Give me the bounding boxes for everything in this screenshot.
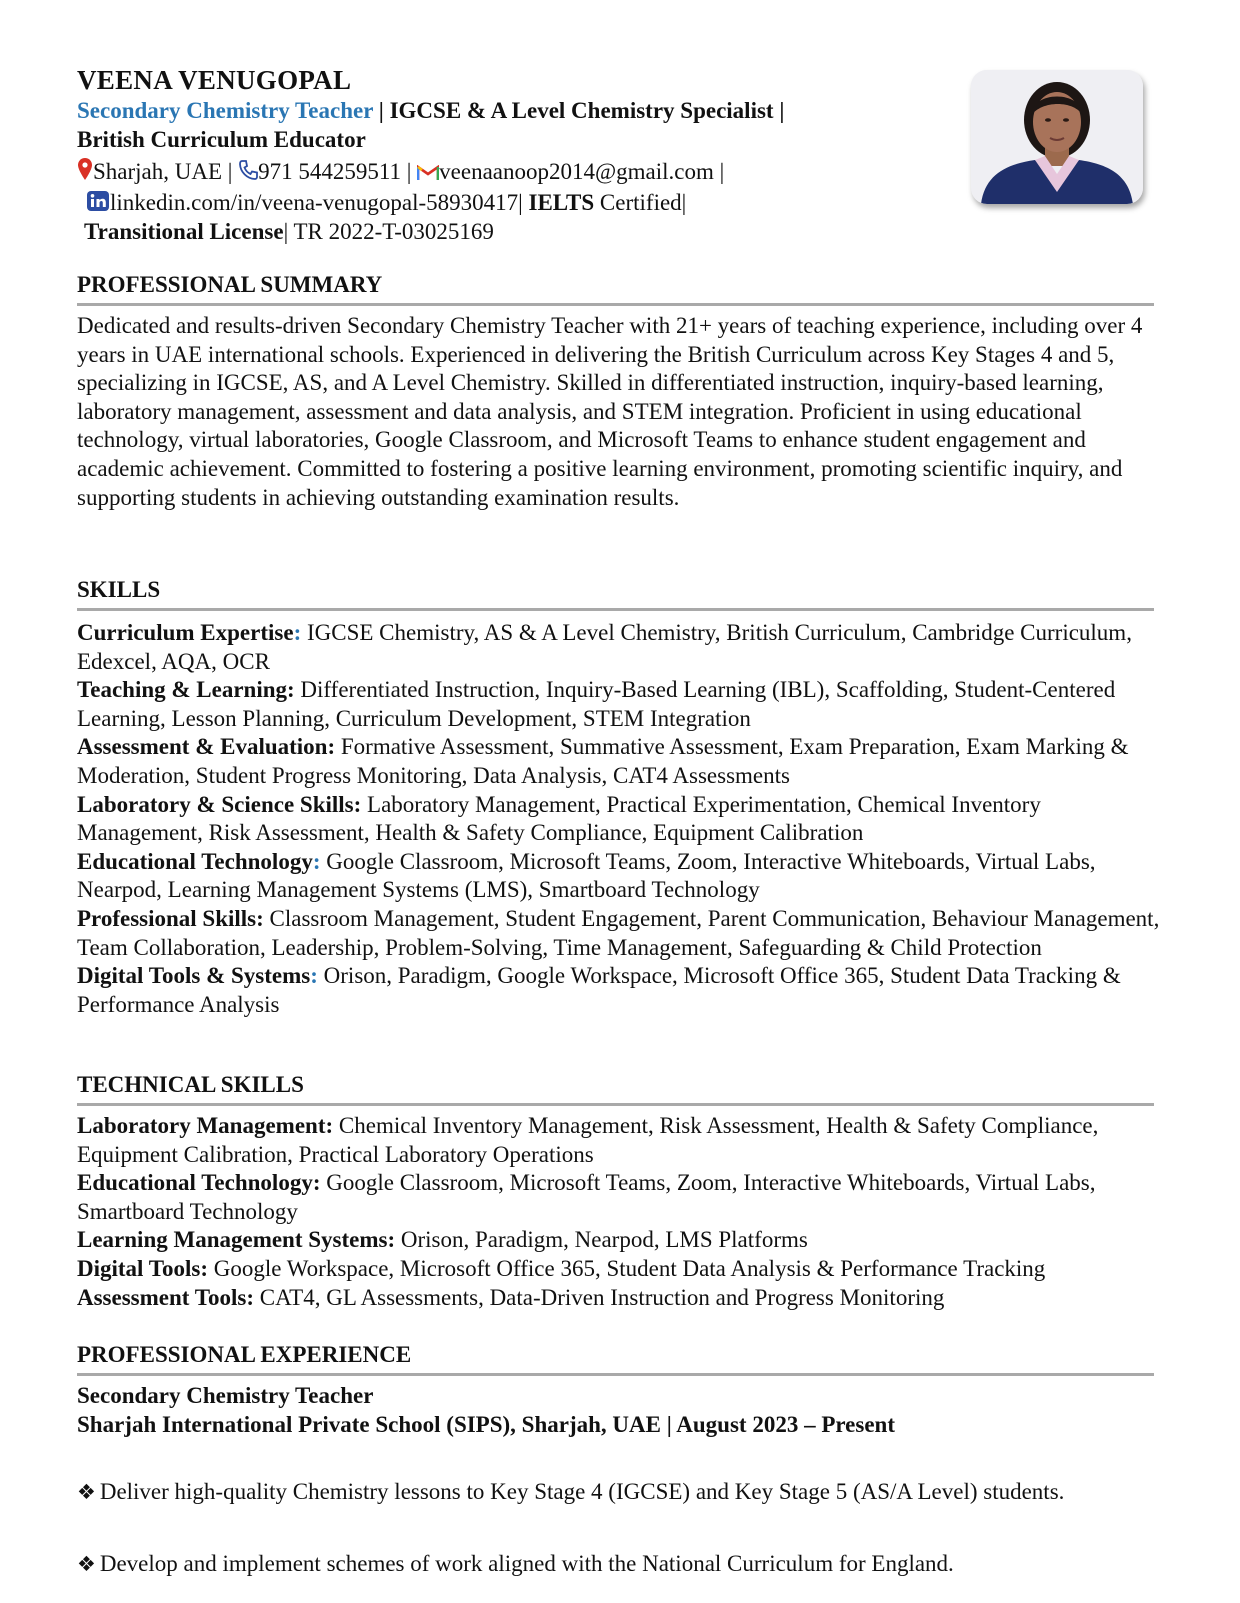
technical-heading: TECHNICAL SKILLS xyxy=(77,1072,304,1097)
linkedin-link[interactable]: linkedin.com/in/veena-venugopal-58930417 xyxy=(110,190,519,215)
technical-list xyxy=(77,1112,1167,1312)
location-pin-icon xyxy=(77,157,93,188)
phone-icon xyxy=(238,159,258,188)
job-organization: Sharjah International Private School (SIPS), Sharjah, UAE | August 2023 – Present xyxy=(77,1412,895,1437)
linkedin-icon xyxy=(86,190,110,219)
gmail-icon xyxy=(417,160,439,188)
profile-photo xyxy=(971,70,1143,204)
experience-bullet: ❖ Develop and implement schemes of work aligned with the National Curriculum for England. xyxy=(77,1551,954,1576)
phone-text: 971 544259511 xyxy=(258,159,402,184)
credentials-line: linkedin.com/in/veena-venugopal-58930417| IELTS Certified| xyxy=(86,189,686,219)
candidate-name: VEENA VENUGOPAL xyxy=(77,65,352,95)
tech-row-lms: Learning Management Systems: Orison, Paradigm, Nearpod, LMS Platforms xyxy=(77,1227,808,1253)
diamond-bullet-icon: ❖ xyxy=(77,1480,96,1504)
skill-row-digital: Digital Tools & Systems: Orison, Paradigm, Google Workspace, Microsoft Office 365, Student Data Tracking & Performance Analysis xyxy=(77,963,1121,1017)
tech-row-assessment: Assessment Tools: CAT4, GL Assessments, Data-Driven Instruction and Progress Monitoring xyxy=(77,1284,945,1310)
summary-heading: PROFESSIONAL SUMMARY xyxy=(77,272,383,297)
summary-divider xyxy=(77,303,1154,306)
skill-row-assessment: Assessment & Evaluation: Formative Assessment, Summative Assessment, Exam Preparation, Exam Marking & Moderation, Student Progress Monitoring, Data Analysis, CAT4 Assessments xyxy=(77,734,1129,788)
tech-row-digital: Digital Tools: Google Workspace, Microsoft Office 365, Student Data Analysis & Performance Tracking xyxy=(77,1255,1046,1281)
experience-divider xyxy=(77,1373,1154,1376)
skills-list xyxy=(77,619,1167,1019)
license-label: Transitional License xyxy=(84,219,284,244)
skills-divider xyxy=(77,608,1154,611)
headline-line-1: Secondary Chemistry Teacher | IGCSE & A Level Chemistry Specialist | xyxy=(77,98,785,123)
experience-bullet: ❖ Deliver high-quality Chemistry lessons to Key Stage 4 (IGCSE) and Key Stage 5 (AS/A Level) students. xyxy=(77,1479,1065,1504)
summary-text: Dedicated and results-driven Secondary Chemistry Teacher with 21+ years of teaching experience, including over 4 years in UAE international schools. Experienced in delivering the British Curriculum across Key Stages 4 and 5, specializing in IGCSE, AS, and A Level Chemistry. Skilled in differentiated instruction, inquiry-based learning, laboratory management, assessment and data analysis, and STEM integration. Proficient in using educational technology, virtual laboratories, Google Classroom, and Microsoft Teams to enhance student engagement and academic achievement. Committed to fostering a positive learning environment, promoting scientific inquiry, and supporting students in achieving outstanding examination results. xyxy=(77,313,1143,510)
email-link[interactable]: veenaanoop2014@gmail.com xyxy=(439,159,714,184)
skill-row-curriculum: Curriculum Expertise: IGCSE Chemistry, AS & A Level Chemistry, British Curriculum, Cambridge Curriculum, Edexcel, AQA, OCR xyxy=(77,620,1132,674)
technical-divider xyxy=(77,1103,1154,1106)
skill-row-teaching: Teaching & Learning: Differentiated Instruction, Inquiry-Based Learning (IBL), Scaffolding, Student-Centered Learning, Lesson Planning, Curriculum Development, STEM Integration xyxy=(77,677,1116,731)
tech-row-lab: Laboratory Management: Chemical Inventory Management, Risk Assessment, Health & Safety Compliance, Equipment Calibration, Practical Laboratory Operations xyxy=(77,1113,1099,1167)
skill-row-edtech: Educational Technology: Google Classroom, Microsoft Teams, Zoom, Interactive Whiteboards, Virtual Labs, Nearpod, Learning Management Systems (LMS), Smartboard Technology xyxy=(77,848,1096,903)
contact-line: Sharjah, UAE | 971 544259511 | veenaanoop2014@gmail.com | xyxy=(77,157,724,188)
license-line xyxy=(84,218,494,246)
ielts-label: IELTS xyxy=(528,190,595,215)
skill-row-professional: Professional Skills: Classroom Management, Student Engagement, Parent Communication, Behaviour Management, Team Collaboration, Leadership, Problem-Solving, Time Management, Safeguarding & Child Protection xyxy=(77,905,1160,960)
educator-title: British Curriculum Educator xyxy=(77,127,366,152)
role-title: Secondary Chemistry Teacher xyxy=(77,98,374,123)
diamond-bullet-icon: ❖ xyxy=(77,1552,96,1576)
license-number: | TR 2022-T-03025169 xyxy=(283,219,494,244)
location-text: Sharjah, UAE xyxy=(93,159,223,184)
skill-row-laboratory: Laboratory & Science Skills: Laboratory Management, Practical Experimentation, Chemical Inventory Management, Risk Assessment, Health & Safety Compliance, Equipment Calibration xyxy=(77,791,1041,846)
specialist-title: IGCSE & A Level Chemistry Specialist xyxy=(389,98,774,123)
job-title: Secondary Chemistry Teacher xyxy=(77,1383,374,1408)
experience-heading: PROFESSIONAL EXPERIENCE xyxy=(77,1342,412,1367)
tech-row-edtech: Educational Technology: Google Classroom, Microsoft Teams, Zoom, Interactive Whiteboards, Virtual Labs, Smartboard Technology xyxy=(77,1170,1096,1224)
skills-heading: SKILLS xyxy=(77,577,161,602)
